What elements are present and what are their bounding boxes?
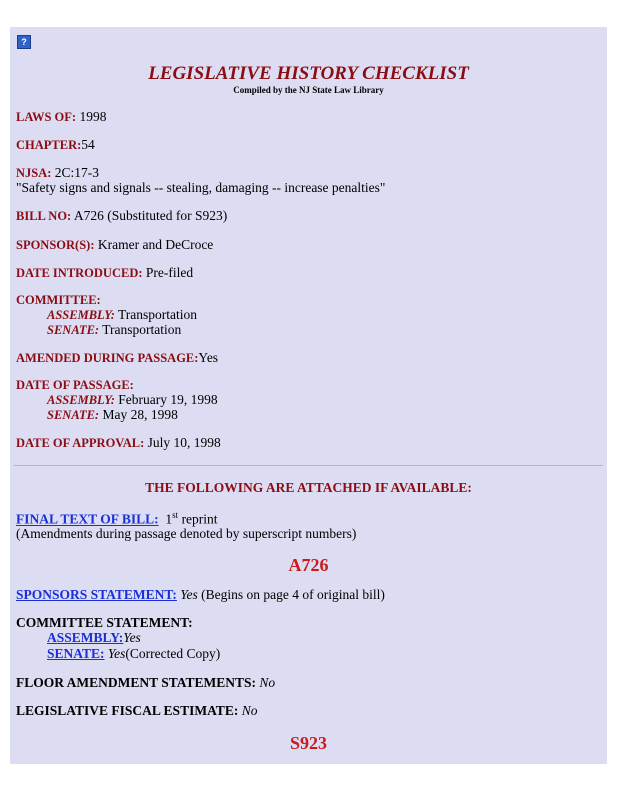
committee-senate-label: SENATE:: [47, 323, 100, 337]
njsa-row: [16, 165, 99, 181]
passage-senate-row: [47, 407, 178, 423]
committee-assembly-label: ASSEMBLY:: [47, 308, 115, 322]
laws-of-value: 1998: [79, 109, 107, 124]
njsa-value: 2C:17-3: [54, 165, 100, 180]
section-divider: [14, 465, 603, 466]
date-introduced-label: DATE INTRODUCED:: [16, 266, 143, 280]
section-heading-s923: S923: [289, 733, 327, 753]
sponsors-statement-link[interactable]: SPONSORS STATEMENT:: [16, 587, 177, 602]
bill-no-value: A726 (Substituted for S923): [73, 208, 228, 223]
njsa-label: NJSA:: [16, 166, 52, 180]
passage-senate-value: May 28, 1998: [102, 407, 178, 422]
sponsors-value: Kramer and DeCroce: [97, 237, 214, 252]
committee-senate-yes: Yes: [107, 646, 126, 661]
final-text-num: 1: [165, 511, 173, 527]
floor-amendment-value: No: [259, 675, 276, 690]
floor-amendment-row: [16, 675, 275, 691]
passage-assembly-row: [47, 392, 218, 408]
njsa-description: "Safety signs and signals -- stealing, damaging -- increase penalties": [16, 180, 386, 195]
date-of-approval-row: [16, 435, 221, 451]
committee-assembly-value: Transportation: [118, 307, 198, 322]
chapter-row: [16, 137, 95, 153]
committee-senate-row: [47, 322, 181, 338]
date-introduced-row: [16, 265, 193, 281]
section-heading-a726: A726: [288, 555, 329, 575]
sponsors-statement-row: [16, 587, 385, 603]
date-of-approval-value: July 10, 1998: [147, 435, 221, 450]
sponsors-row: [16, 237, 213, 253]
bill-no-row: [16, 208, 227, 224]
committee-statement-label: COMMITTEE STATEMENT:: [16, 615, 193, 630]
fiscal-estimate-label: LEGISLATIVE FISCAL ESTIMATE:: [16, 703, 239, 718]
committee-senate-note: (Corrected Copy): [125, 646, 221, 661]
committee-statement-row: [16, 615, 193, 631]
amended-label: AMENDED DURING PASSAGE:: [16, 351, 199, 365]
floor-amendment-label: FLOOR AMENDMENT STATEMENTS:: [16, 675, 257, 690]
passage-assembly-value: February 19, 1998: [118, 392, 218, 407]
final-text-link[interactable]: FINAL TEXT OF BILL:: [16, 511, 159, 527]
passage-senate-label: SENATE:: [47, 408, 100, 422]
committee-assembly-yes: Yes: [123, 630, 141, 645]
laws-of-label: LAWS OF:: [16, 110, 77, 124]
committee-statement-senate: [47, 646, 220, 662]
committee-senate-value: Transportation: [102, 322, 182, 337]
help-icon[interactable]: ?: [17, 35, 31, 49]
date-of-approval-label: DATE OF APPROVAL:: [16, 436, 145, 450]
chapter-label: CHAPTER:: [16, 138, 82, 152]
final-text-value: reprint: [181, 511, 218, 527]
amended-value: Yes: [198, 350, 219, 365]
checklist-page: [10, 27, 607, 764]
date-of-passage-label-row: [16, 377, 134, 393]
committee-senate-link[interactable]: SENATE:: [47, 646, 105, 661]
date-introduced-value: Pre-filed: [145, 265, 194, 280]
final-text-sup: st: [172, 510, 179, 520]
sponsors-label: SPONSOR(S):: [16, 238, 95, 252]
chapter-value: 54: [81, 137, 95, 152]
date-of-passage-label: DATE OF PASSAGE:: [16, 378, 134, 392]
amended-row: [16, 350, 218, 366]
final-text-note: (Amendments during passage denoted by superscript numbers): [16, 526, 357, 541]
final-text-row: [16, 510, 218, 528]
attached-heading: THE FOLLOWING ARE ATTACHED IF AVAILABLE:: [145, 480, 472, 495]
laws-of-row: [16, 109, 106, 125]
sponsors-statement-note: (Begins on page 4 of original bill): [201, 587, 385, 602]
page-title: LEGISLATIVE HISTORY CHECKLIST: [148, 63, 469, 84]
committee-statement-assembly: [47, 630, 141, 646]
page-subtitle: Compiled by the NJ State Law Library: [233, 85, 384, 95]
committee-assembly-row: [47, 307, 197, 323]
committee-label: COMMITTEE:: [16, 293, 101, 307]
passage-assembly-label: ASSEMBLY:: [47, 393, 115, 407]
bill-no-label: BILL NO:: [16, 209, 72, 223]
committee-assembly-link[interactable]: ASSEMBLY:: [47, 630, 124, 645]
fiscal-estimate-row: [16, 703, 257, 719]
sponsors-statement-yes: Yes: [180, 587, 198, 602]
committee-label-row: [16, 292, 101, 308]
fiscal-estimate-value: No: [241, 703, 258, 718]
